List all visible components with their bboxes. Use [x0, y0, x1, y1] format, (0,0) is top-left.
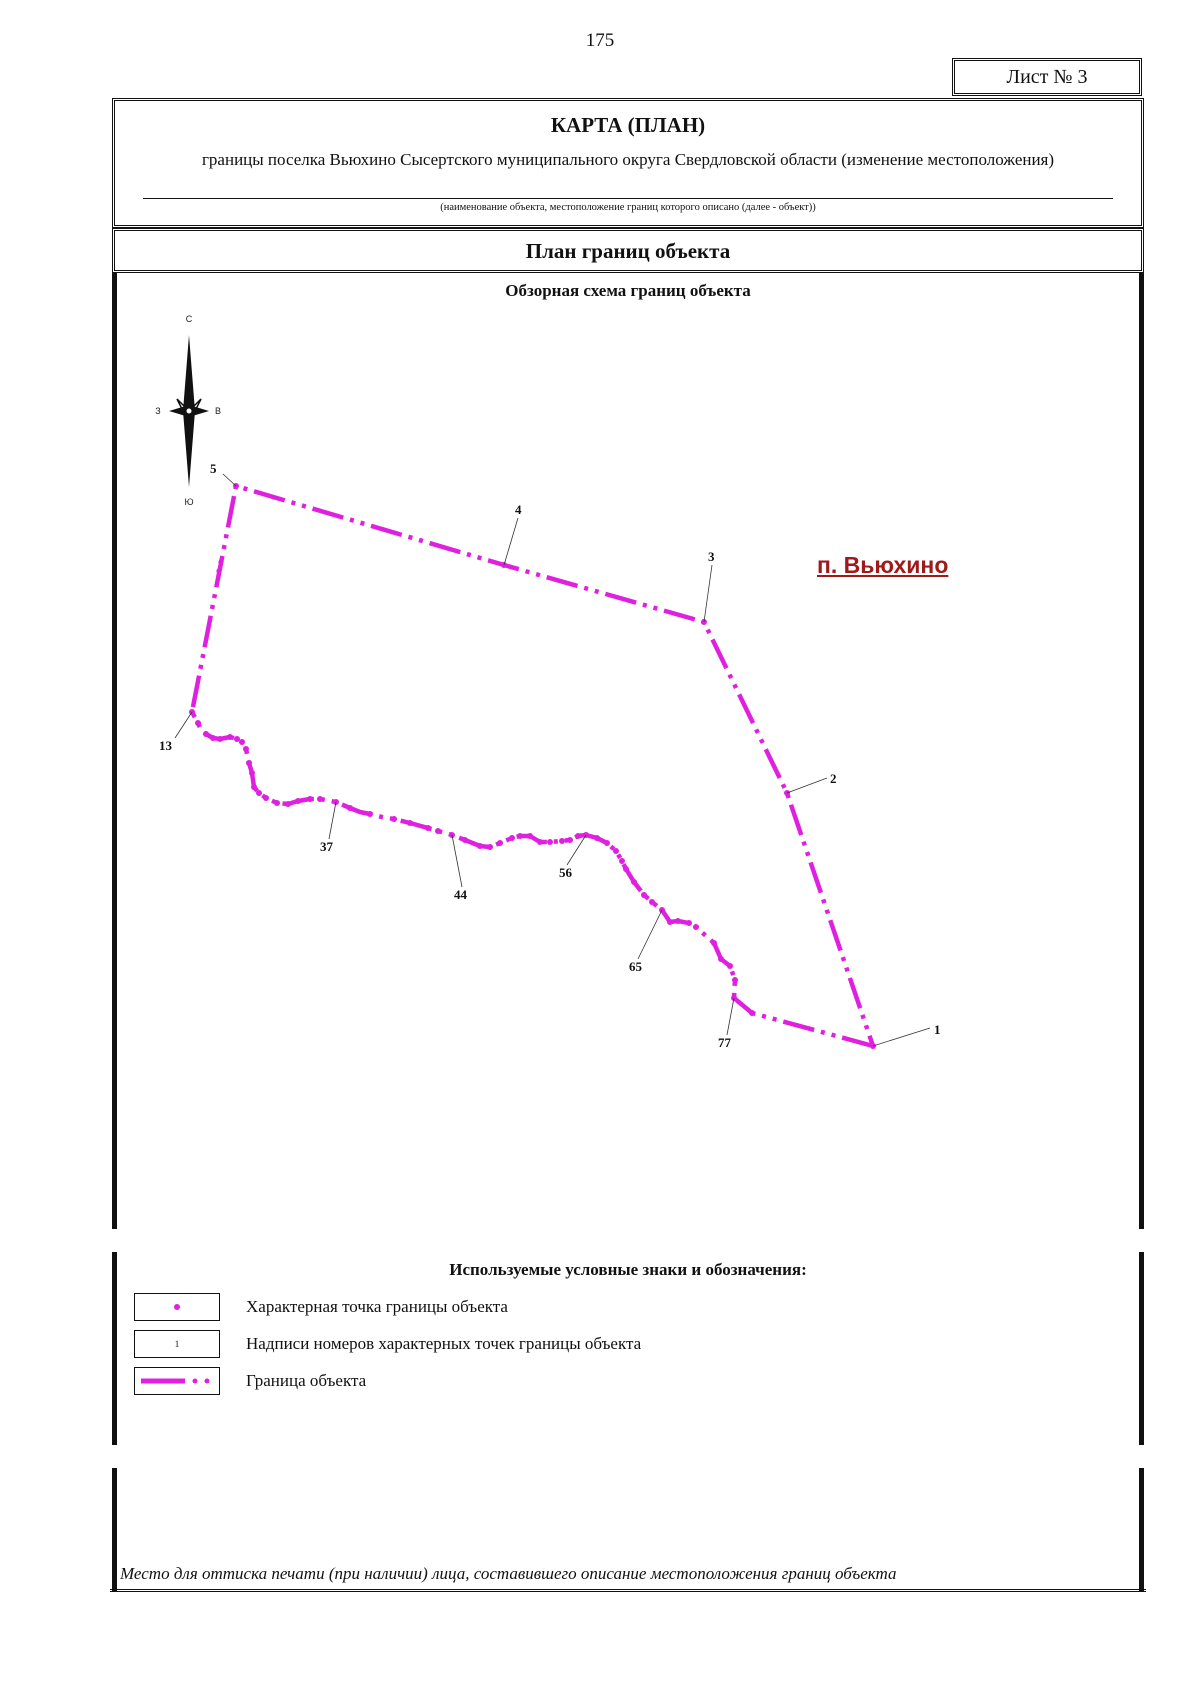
boundary-line-swatch-icon [134, 1367, 220, 1395]
compass-rose-icon [155, 314, 221, 507]
boundary-point [317, 796, 323, 802]
boundary-point [239, 739, 245, 745]
boundary-point [285, 801, 291, 807]
object-boundary-line [192, 486, 873, 1046]
leader-line [504, 518, 518, 565]
leader-line [329, 802, 336, 839]
map-area [112, 273, 1144, 1229]
leader-line [873, 1028, 930, 1046]
legend-label: Характерная точка границы объекта [246, 1297, 508, 1316]
leader-line [452, 835, 462, 887]
overview-title: Обзорная схема границ объекта [505, 281, 751, 300]
boundary-point [675, 918, 681, 924]
map-title: КАРТА (ПЛАН) [550, 113, 706, 137]
boundary-point [567, 837, 573, 843]
point-label: 1 [934, 1022, 941, 1037]
stamp-bottom-border [110, 1589, 1146, 1592]
compass-center [186, 408, 192, 414]
boundary-point [256, 790, 262, 796]
boundary-point [604, 840, 610, 846]
boundary-point [307, 796, 313, 802]
compass-south-label: Ю [184, 497, 194, 507]
boundary-point [425, 825, 431, 831]
legend-item-point [134, 1292, 508, 1322]
boundary-point [367, 811, 373, 817]
boundary-point [462, 837, 468, 843]
boundary-point [407, 820, 413, 826]
legend-label: Надписи номеров характерных точек границы объекта [246, 1334, 642, 1353]
boundary-point [227, 734, 233, 740]
boundary-point [487, 844, 493, 850]
boundary-point [537, 839, 543, 845]
boundary-point [509, 835, 515, 841]
stamp-left-border [112, 1468, 117, 1592]
boundary-point [667, 919, 673, 925]
point-label: 44 [454, 887, 467, 902]
compass-west-label: З [155, 406, 161, 416]
leader-line [638, 910, 662, 959]
stamp-right-border [1139, 1468, 1144, 1592]
boundary-point [727, 963, 733, 969]
compass-north-arrow [183, 335, 195, 411]
point-label: 3 [708, 549, 715, 564]
leader-line [175, 712, 192, 738]
boundary-map [112, 273, 1144, 1229]
boundary-point [649, 899, 655, 905]
point-number-swatch [134, 1330, 220, 1358]
compass-north-label: С [185, 314, 193, 324]
boundary-point [711, 940, 717, 946]
plan-title-box [112, 228, 1144, 273]
point-label: 65 [629, 959, 642, 974]
legend-area [112, 1252, 1144, 1445]
legend-right-border [1139, 1252, 1144, 1445]
boundary-point [693, 924, 699, 930]
boundary-point [246, 760, 252, 766]
boundary-point [575, 833, 581, 839]
page-number: 175 [585, 30, 615, 51]
boundary-point [517, 833, 523, 839]
settlement-label: п. Вьюхино [817, 552, 949, 578]
boundary-point [234, 736, 240, 742]
boundary-point [295, 798, 301, 804]
boundary-point [477, 843, 483, 849]
legend-left-border [112, 1252, 117, 1445]
point-label: 37 [320, 839, 333, 854]
boundary-point [218, 559, 223, 564]
legend-item-number [134, 1329, 641, 1359]
boundary-point [435, 828, 441, 834]
sheet-label: Лист № 3 [952, 58, 1142, 96]
boundary-point [391, 816, 397, 822]
compass-east-label: В [214, 406, 222, 416]
boundary-point-swatch-icon [134, 1293, 220, 1321]
leader-line [704, 565, 712, 622]
boundary-point [243, 746, 249, 752]
boundary-point [249, 770, 255, 776]
legend-sample-number: 1 [174, 1339, 180, 1349]
boundary-point [347, 805, 353, 811]
boundary-point [263, 795, 269, 801]
subtitle-rule [143, 198, 1113, 199]
boundary-point [749, 1010, 755, 1016]
boundary-point [732, 977, 738, 983]
boundary-point [613, 848, 619, 854]
boundary-point [195, 720, 201, 726]
point-number-labels [159, 461, 941, 1050]
subtitle-note: (наименование объекта, местоположение границ которого описано (далее - объект)) [440, 202, 816, 213]
point-label: 5 [210, 461, 217, 476]
plan-title: План границ объекта [525, 239, 731, 263]
boundary-point [623, 866, 629, 872]
leader-line [223, 474, 236, 486]
legend-label: Граница объекта [246, 1371, 367, 1390]
map-subtitle: границы поселка Вьюхино Сысертского муниципального округа Свердловской области (изменение местоположения) [201, 150, 1055, 169]
header-box [112, 98, 1144, 228]
boundary-point [718, 956, 724, 962]
boundary-point [594, 835, 600, 841]
boundary-point [641, 892, 647, 898]
boundary-point [619, 858, 625, 864]
boundary-point [217, 736, 223, 742]
boundary-point [251, 784, 257, 790]
stamp-note: Место для оттиска печати (при наличии) лица, составившего описание местоположения границ объекта [120, 1564, 897, 1583]
boundary-point [686, 920, 692, 926]
point-label: 2 [830, 771, 837, 786]
boundary-point [274, 800, 280, 806]
boundary-point [203, 731, 209, 737]
boundary-point [216, 568, 221, 573]
point-label: 4 [515, 502, 522, 517]
point-label: 13 [159, 738, 172, 753]
legend-item-boundary [134, 1366, 366, 1396]
leader-line [727, 998, 734, 1035]
boundary-point [210, 735, 216, 741]
point-label: 77 [718, 1035, 731, 1050]
legend-title: Используемые условные знаки и обозначения: [449, 1260, 807, 1279]
boundary-point [527, 833, 533, 839]
point-label: 56 [559, 865, 572, 880]
stamp-area [112, 1468, 1144, 1592]
boundary-point [547, 839, 553, 845]
boundary-point [631, 879, 637, 885]
boundary-point [559, 838, 565, 844]
leader-line [787, 778, 827, 793]
boundary-point [497, 840, 503, 846]
